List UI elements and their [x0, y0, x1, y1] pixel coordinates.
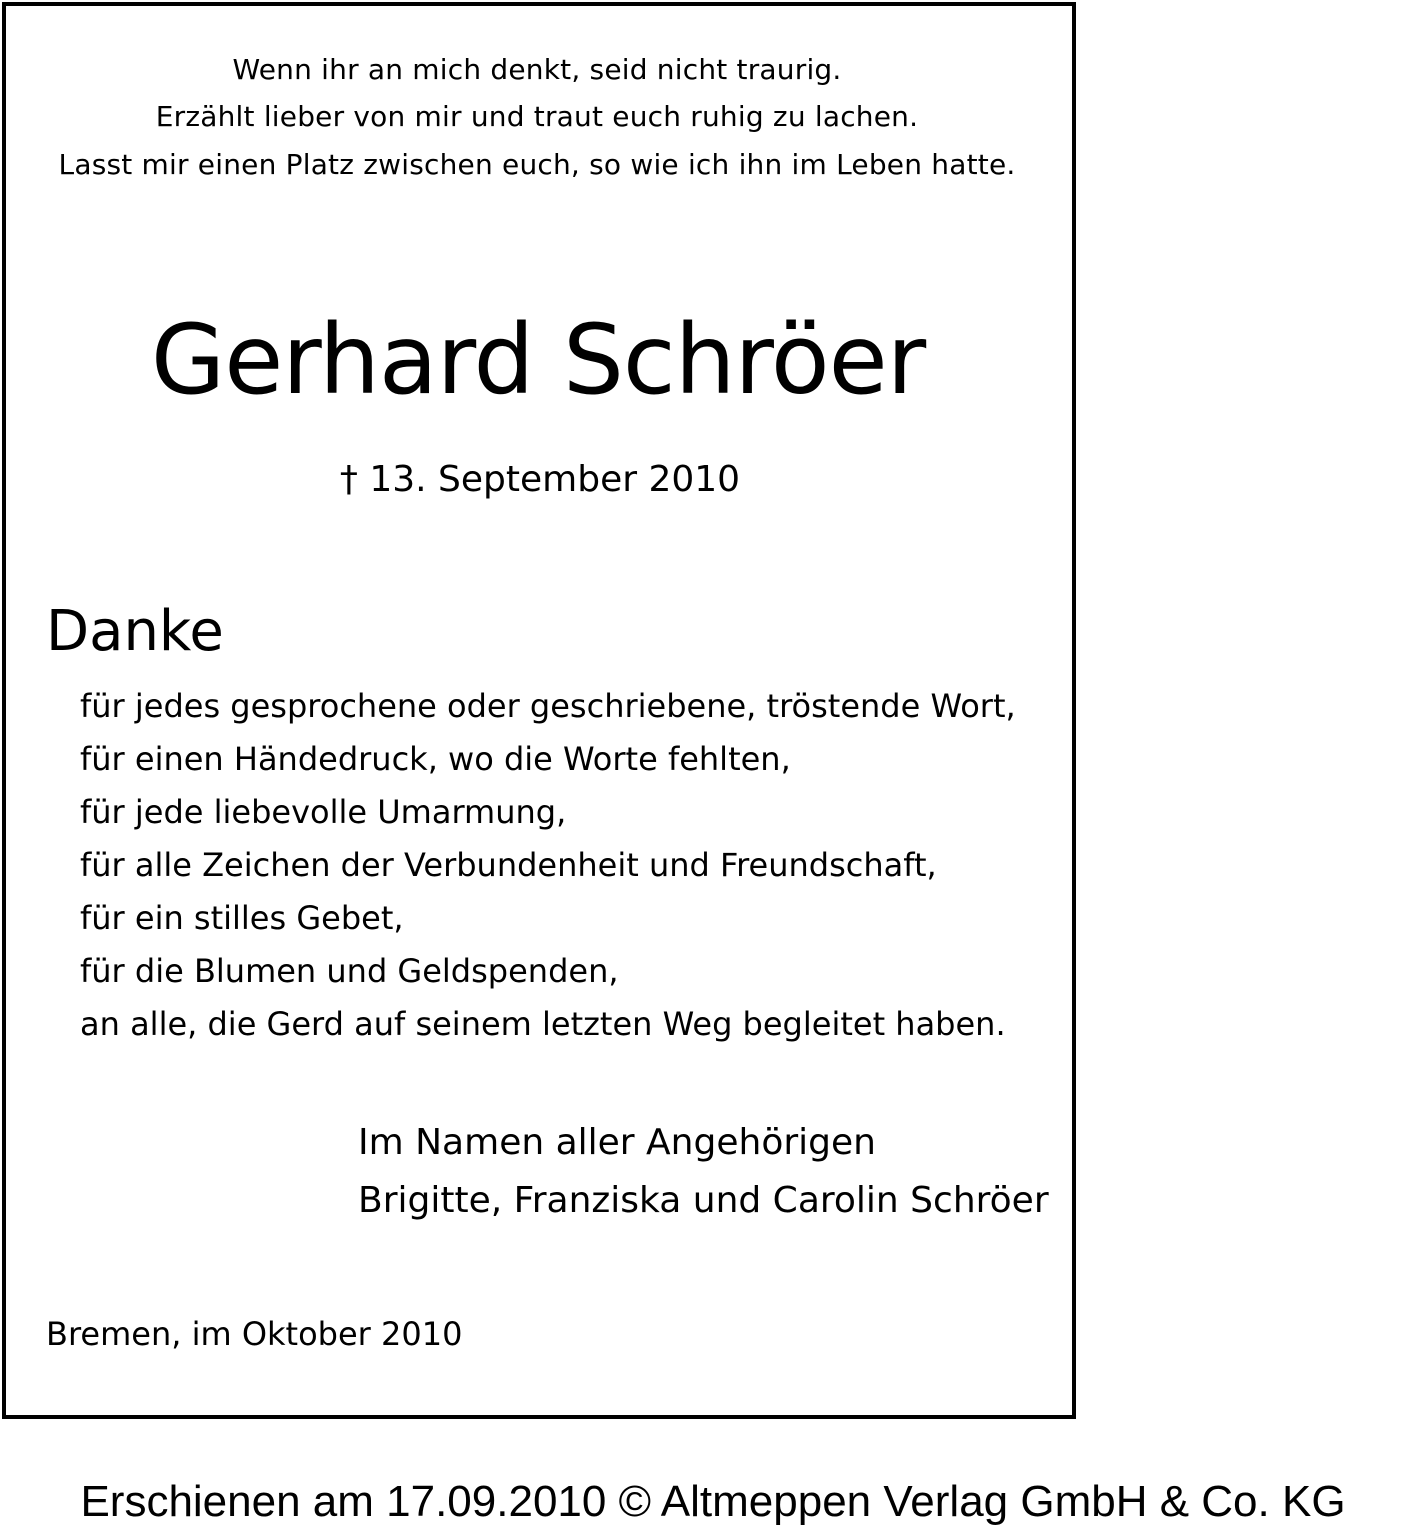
thanks-line: für alle Zeichen der Verbundenheit und Freundschaft, [80, 846, 937, 884]
poem-line: Lasst mir einen Platz zwischen euch, so wie ich ihn im Leben hatte. [58, 148, 1016, 181]
place-date: Bremen, im Oktober 2010 [46, 1315, 463, 1353]
deceased-name: Gerhard Schröer [150, 304, 926, 416]
thanks-line: an alle, die Gerd auf seinem letzten Weg begleitet haben. [80, 1005, 1006, 1043]
poem-line: Erzählt lieber von mir und traut euch ruhig zu lachen. [155, 100, 919, 133]
publication-footer: Erschienen am 17.09.2010 © Altmeppen Verlag GmbH & Co. KG [80, 1477, 1346, 1526]
thanks-line: für jedes gesprochene oder geschriebene, tröstende Wort, [80, 687, 1016, 725]
poem-line: Wenn ihr an mich denkt, seid nicht traurig. [232, 53, 842, 86]
death-date: † 13. September 2010 [339, 459, 741, 500]
thanks-line: für ein stilles Gebet, [80, 899, 404, 937]
signature-names: Brigitte, Franziska und Carolin Schröer [358, 1180, 1049, 1221]
signature-line: Im Namen aller Angehörigen [358, 1122, 876, 1163]
thanks-line: für die Blumen und Geldspenden, [80, 952, 619, 990]
thanks-heading: Danke [46, 599, 224, 664]
thanks-line: für einen Händedruck, wo die Worte fehlten, [80, 740, 791, 778]
thanks-line: für jede liebevolle Umarmung, [80, 793, 567, 831]
